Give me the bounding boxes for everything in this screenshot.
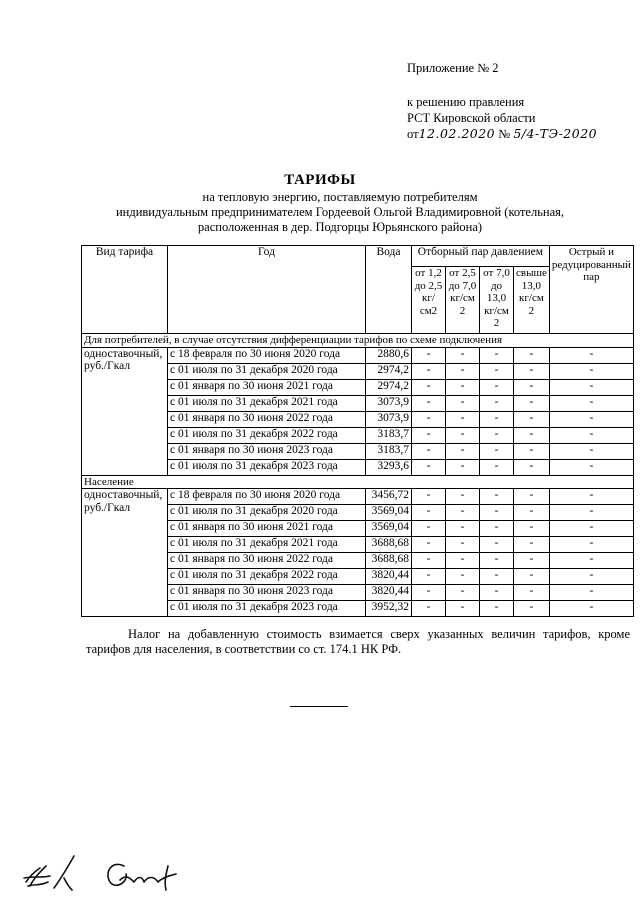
empty-tariff-cell: - [549, 537, 633, 553]
empty-tariff-cell: - [514, 379, 550, 395]
empty-tariff-cell: - [514, 443, 550, 459]
period-cell: с 18 февраля по 30 июня 2020 года [168, 347, 366, 363]
empty-tariff-cell: - [514, 427, 550, 443]
empty-tariff-cell: - [446, 601, 480, 617]
header-pressure-1: от 1,2 до 2,5 кг/см2 [412, 267, 446, 334]
tariffs-table [81, 245, 634, 617]
empty-tariff-cell: - [514, 601, 550, 617]
empty-tariff-cell: - [446, 585, 480, 601]
empty-tariff-cell: - [412, 427, 446, 443]
period-cell: с 01 июля по 31 декабря 2022 года [168, 569, 366, 585]
period-cell: с 01 июля по 31 декабря 2023 года [168, 459, 366, 475]
empty-tariff-cell: - [514, 363, 550, 379]
period-cell: с 01 января по 30 июня 2022 года [168, 553, 366, 569]
section-row [82, 475, 634, 489]
period-cell: с 01 января по 30 июня 2023 года [168, 585, 366, 601]
period-cell: с 01 июля по 31 декабря 2020 года [168, 505, 366, 521]
empty-tariff-cell: - [549, 363, 633, 379]
empty-tariff-cell: - [412, 489, 446, 505]
empty-tariff-cell: - [412, 459, 446, 475]
empty-tariff-cell: - [412, 553, 446, 569]
subtitle-line: расположенная в дер. Подгорцы Юрьянского района) [197, 220, 483, 234]
header-pressure-3: от 7,0 до 13,0 кг/см 2 [480, 267, 514, 334]
empty-tariff-cell: - [480, 347, 514, 363]
empty-tariff-cell: - [412, 443, 446, 459]
subtitle-line: на тепловую энергию, поставляемую потребителям [202, 190, 478, 204]
appendix-title: Приложение № 2 [407, 61, 499, 75]
water-tariff-cell: 3820,44 [366, 585, 412, 601]
period-cell: с 01 января по 30 июня 2021 года [168, 521, 366, 537]
appendix-block [407, 60, 597, 142]
divider-line [290, 706, 348, 707]
empty-tariff-cell: - [412, 395, 446, 411]
header-steam: Отборный пар давлением [412, 246, 550, 267]
empty-tariff-cell: - [446, 505, 480, 521]
water-tariff-cell: 3456,72 [366, 489, 412, 505]
empty-tariff-cell: - [514, 553, 550, 569]
tariff-kind-cell: одноставочный, руб./Гкал [82, 489, 168, 617]
appendix-line-authority: РСТ Кировской области [407, 111, 536, 125]
empty-tariff-cell: - [480, 585, 514, 601]
appendix-date: 12.02.2020 [418, 126, 496, 141]
section-row [82, 334, 634, 348]
empty-tariff-cell: - [446, 553, 480, 569]
empty-tariff-cell: - [480, 459, 514, 475]
empty-tariff-cell: - [412, 537, 446, 553]
header-sharp-steam: Острый и редуцированный пар [549, 246, 633, 334]
water-tariff-cell: 3688,68 [366, 537, 412, 553]
empty-tariff-cell: - [412, 585, 446, 601]
empty-tariff-cell: - [549, 505, 633, 521]
empty-tariff-cell: - [549, 553, 633, 569]
water-tariff-cell: 3820,44 [366, 569, 412, 585]
empty-tariff-cell: - [412, 601, 446, 617]
empty-tariff-cell: - [446, 521, 480, 537]
table-row [82, 347, 634, 363]
empty-tariff-cell: - [549, 521, 633, 537]
period-cell: с 01 июля по 31 декабря 2021 года [168, 537, 366, 553]
subtitle-line: индивидуальным предпринимателем Гордеевой Ольгой Владимировной (котельная, [115, 205, 565, 219]
water-tariff-cell: 2880,6 [366, 347, 412, 363]
water-tariff-cell: 3952,32 [366, 601, 412, 617]
header-water: Вода [366, 246, 412, 334]
period-cell: с 18 февраля по 30 июня 2020 года [168, 489, 366, 505]
period-cell: с 01 июля по 31 декабря 2021 года [168, 395, 366, 411]
appendix-number: 5/4-ТЭ-2020 [513, 126, 598, 141]
empty-tariff-cell: - [549, 347, 633, 363]
handwritten-signature [20, 852, 195, 894]
vat-note-text: Налог на добавленную стоимость взимается сверх указанных величин тарифов, кроме тарифов для населения, в соответствии со ст. 174.1 НК РФ. [86, 627, 630, 656]
water-tariff-cell: 3183,7 [366, 427, 412, 443]
empty-tariff-cell: - [514, 347, 550, 363]
empty-tariff-cell: - [514, 489, 550, 505]
water-tariff-cell: 2974,2 [366, 363, 412, 379]
water-tariff-cell: 3293,6 [366, 459, 412, 475]
empty-tariff-cell: - [514, 569, 550, 585]
period-cell: с 01 января по 30 июня 2023 года [168, 443, 366, 459]
empty-tariff-cell: - [412, 505, 446, 521]
empty-tariff-cell: - [412, 347, 446, 363]
empty-tariff-cell: - [514, 395, 550, 411]
document-subtitle [60, 190, 620, 235]
empty-tariff-cell: - [549, 569, 633, 585]
appendix-from-label: от [407, 127, 419, 141]
empty-tariff-cell: - [549, 585, 633, 601]
empty-tariff-cell: - [480, 521, 514, 537]
empty-tariff-cell: - [514, 505, 550, 521]
section-label: Население [82, 475, 634, 489]
empty-tariff-cell: - [446, 411, 480, 427]
empty-tariff-cell: - [549, 601, 633, 617]
empty-tariff-cell: - [446, 363, 480, 379]
empty-tariff-cell: - [412, 411, 446, 427]
empty-tariff-cell: - [549, 459, 633, 475]
empty-tariff-cell: - [480, 379, 514, 395]
header-pressure-4: свыше 13,0 кг/см 2 [514, 267, 550, 334]
water-tariff-cell: 3073,9 [366, 411, 412, 427]
water-tariff-cell: 3183,7 [366, 443, 412, 459]
empty-tariff-cell: - [480, 395, 514, 411]
empty-tariff-cell: - [549, 411, 633, 427]
empty-tariff-cell: - [549, 443, 633, 459]
appendix-date-line [407, 126, 597, 142]
period-cell: с 01 июля по 31 декабря 2022 года [168, 427, 366, 443]
empty-tariff-cell: - [480, 537, 514, 553]
tariffs-body [82, 334, 634, 617]
empty-tariff-cell: - [480, 601, 514, 617]
period-cell: с 01 июля по 31 декабря 2020 года [168, 363, 366, 379]
empty-tariff-cell: - [412, 363, 446, 379]
empty-tariff-cell: - [446, 489, 480, 505]
appendix-line-decision: к решению правления [407, 95, 525, 109]
empty-tariff-cell: - [549, 427, 633, 443]
empty-tariff-cell: - [514, 537, 550, 553]
empty-tariff-cell: - [412, 569, 446, 585]
empty-tariff-cell: - [446, 427, 480, 443]
vat-note [86, 627, 630, 657]
empty-tariff-cell: - [480, 553, 514, 569]
empty-tariff-cell: - [480, 427, 514, 443]
water-tariff-cell: 3569,04 [366, 521, 412, 537]
tariff-kind-cell: одноставочный, руб./Гкал [82, 347, 168, 475]
empty-tariff-cell: - [514, 521, 550, 537]
empty-tariff-cell: - [549, 395, 633, 411]
empty-tariff-cell: - [514, 585, 550, 601]
water-tariff-cell: 3688,68 [366, 553, 412, 569]
header-pressure-2: от 2,5 до 7,0 кг/см 2 [446, 267, 480, 334]
empty-tariff-cell: - [412, 379, 446, 395]
empty-tariff-cell: - [446, 459, 480, 475]
empty-tariff-cell: - [446, 569, 480, 585]
empty-tariff-cell: - [446, 537, 480, 553]
water-tariff-cell: 3073,9 [366, 395, 412, 411]
empty-tariff-cell: - [446, 379, 480, 395]
empty-tariff-cell: - [514, 411, 550, 427]
table-row [82, 489, 634, 505]
header-tariff-kind: Вид тарифа [82, 246, 168, 334]
water-tariff-cell: 2974,2 [366, 379, 412, 395]
empty-tariff-cell: - [412, 521, 446, 537]
empty-tariff-cell: - [446, 395, 480, 411]
empty-tariff-cell: - [446, 347, 480, 363]
empty-tariff-cell: - [446, 443, 480, 459]
period-cell: с 01 января по 30 июня 2022 года [168, 411, 366, 427]
header-year: Год [168, 246, 366, 334]
empty-tariff-cell: - [480, 363, 514, 379]
empty-tariff-cell: - [480, 411, 514, 427]
empty-tariff-cell: - [480, 505, 514, 521]
empty-tariff-cell: - [514, 459, 550, 475]
empty-tariff-cell: - [480, 569, 514, 585]
period-cell: с 01 июля по 31 декабря 2023 года [168, 601, 366, 617]
period-cell: с 01 января по 30 июня 2021 года [168, 379, 366, 395]
section-label: Для потребителей, в случае отсутствия дифференциации тарифов по схеме подключения [82, 334, 634, 348]
empty-tariff-cell: - [549, 489, 633, 505]
empty-tariff-cell: - [480, 443, 514, 459]
appendix-number-label: № [498, 127, 511, 141]
empty-tariff-cell: - [480, 489, 514, 505]
document-title: ТАРИФЫ [284, 172, 356, 188]
empty-tariff-cell: - [549, 379, 633, 395]
water-tariff-cell: 3569,04 [366, 505, 412, 521]
